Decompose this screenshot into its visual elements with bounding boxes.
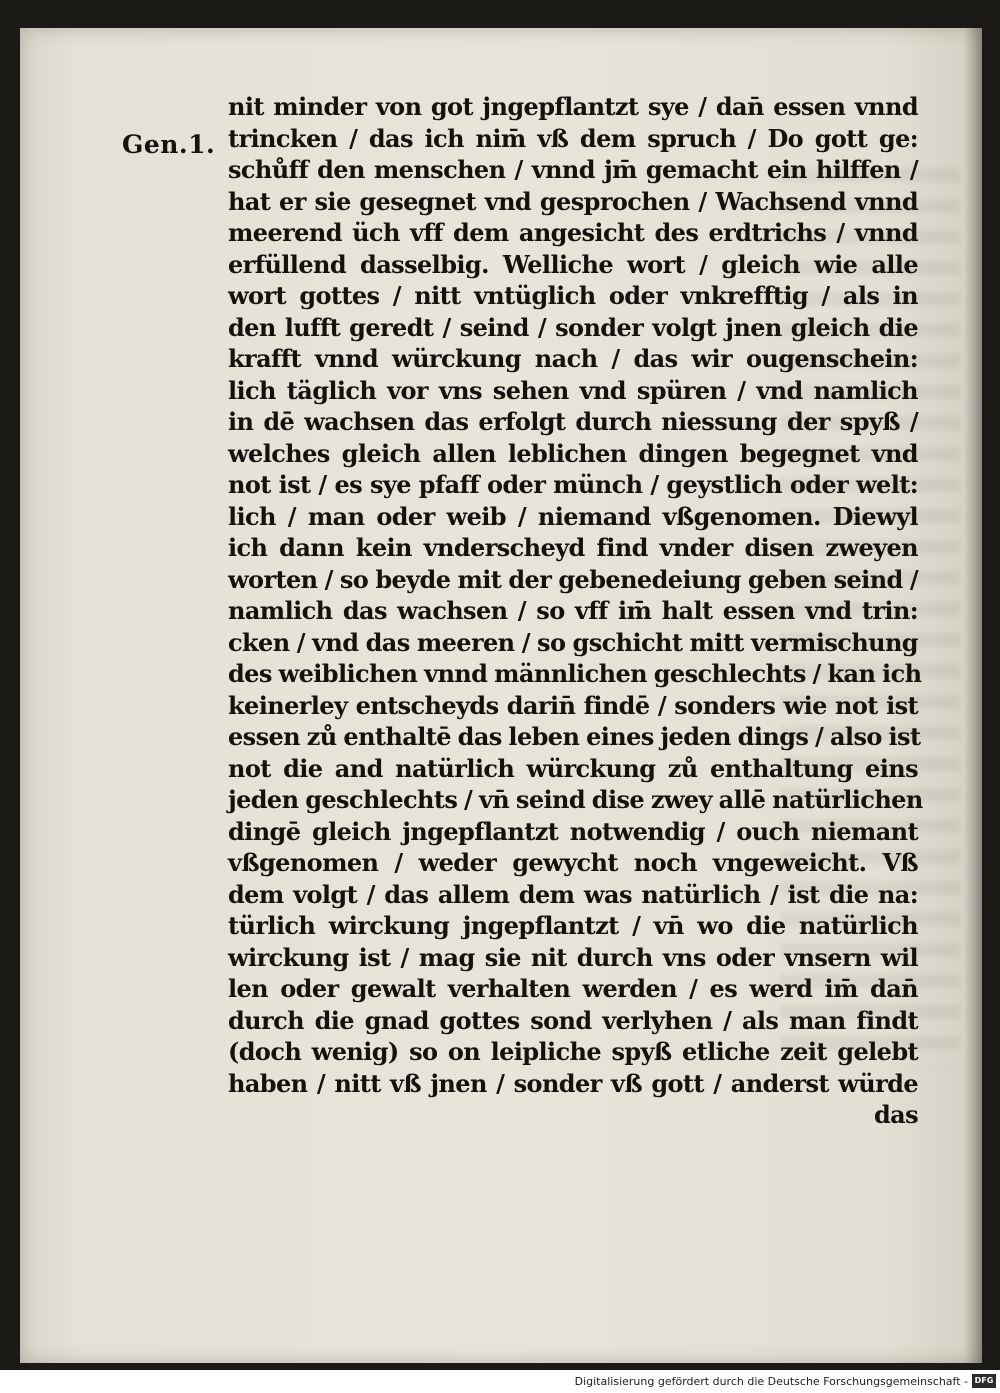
- text-line: meerend üch vff dem angesicht des erdtrichs / vnnd: [228, 218, 918, 247]
- marginal-note: Gen.1.: [122, 130, 216, 159]
- text-line: hat er sie gesegnet vnd gesprochen / Wachsend vnnd: [228, 186, 918, 216]
- text-line: jeden geschlechts / vn̄ seind dise zwey allē natürlichen: [228, 785, 923, 814]
- footer-bar: [0, 1371, 1000, 1393]
- text-line: nit minder von got jngepflantzt sye / dan̄ essen vnnd: [228, 92, 918, 121]
- text-line: lich / man oder weib / niemand vßgenomen. Diewyl: [228, 501, 918, 531]
- text-line: schůff den menschen / vnnd jm̄ gemacht ein hilffen /: [228, 155, 918, 184]
- text-line: wirckung ist / mag sie nit durch vns oder vnsern wil: [228, 942, 918, 972]
- text-line: krafft vnnd würckung nach / das wir ougenschein:: [228, 344, 918, 373]
- text-line: den lufft geredt / seind / sonder volgt jnen gleich die: [228, 312, 918, 342]
- text-line: dem volgt / das allem dem was natürlich / ist die na:: [228, 879, 918, 909]
- text-line: dingē gleich jngepflantzt notwendig / ouch niemant: [228, 816, 918, 846]
- text-line: namlich das wachsen / so vff im̄ halt essen vnd trin:: [228, 596, 918, 625]
- text-line: worten / so beyde mit der gebenedeiung geben seind /: [228, 564, 918, 594]
- catchword: das: [873, 1100, 918, 1129]
- text-line: türlich wirckung jngepflantzt / vn̄ wo die natürlich: [228, 911, 918, 940]
- text-line: lich täglich vor vns sehen vnd spüren / vnd namlich: [228, 375, 918, 405]
- text-line: haben / nitt vß jnen / sonder vß gott / anderst würde: [228, 1068, 918, 1098]
- text-line: erfüllend dasselbig. Welliche wort / gleich wie alle: [228, 249, 918, 279]
- text-line: trincken / das ich nim̄ vß dem spruch / Do gott ge:: [228, 123, 918, 153]
- funding-notice: Digitalisierung gefördert durch die Deutsche Forschungsgemeinschaft -: [574, 1375, 968, 1388]
- page-text-block: [228, 91, 923, 1131]
- text-line: ich dann kein vnderscheyd find vnder disen zweyen: [228, 533, 918, 562]
- text-line: vßgenomen / weder gewycht noch vngeweicht. Vß: [228, 848, 918, 877]
- text-line: not die and natürlich würckung zů enthaltung eins: [228, 753, 918, 783]
- text-line: essen zů enthaltē das leben eines jeden dings / also ist: [228, 722, 921, 751]
- binding-shadow: [964, 28, 982, 1363]
- text-line: keinerley entscheyds darin̄ findē / sonders wie not ist: [228, 690, 918, 720]
- text-line: durch die gnad gottes sond verlyhen / als man findt: [228, 1005, 918, 1035]
- text-line: in dē wachsen das erfolgt durch niessung der spyß /: [228, 407, 918, 436]
- text-line: len oder gewalt verhalten werden / es werd im̄ dan̄: [228, 974, 918, 1003]
- text-line: not ist / es sye pfaff oder münch / geystlich oder welt:: [228, 470, 918, 499]
- dfg-logo-icon: DFG: [972, 1374, 996, 1388]
- text-line: des weiblichen vnnd männlichen geschlechts / kan ich: [228, 659, 922, 688]
- text-line: (doch wenig) so on leipliche spyß etliche zeit gelebt: [228, 1037, 918, 1066]
- text-line: cken / vnd das meeren / so gschicht mitt vermischung: [228, 627, 918, 657]
- text-line: wort gottes / nitt vntüglich oder vnkrefftig / als in: [228, 281, 918, 310]
- text-line: welches gleich allen leblichen dingen begegnet vnd: [228, 438, 918, 468]
